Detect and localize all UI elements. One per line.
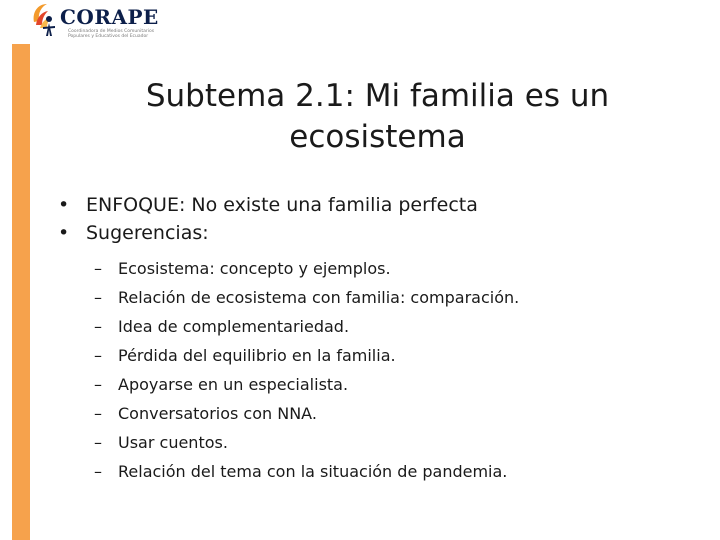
dash-marker: – [94, 288, 102, 307]
dash-marker: – [94, 433, 102, 452]
bullet-sugerencias [58, 219, 478, 247]
bullet-marker: • [58, 222, 70, 244]
dash-marker: – [94, 259, 102, 278]
list-item [94, 457, 519, 486]
dash-marker: – [94, 346, 102, 365]
dash-marker: – [94, 462, 102, 481]
list-item [94, 283, 519, 312]
list-item-text: Idea de complementariedad. [118, 317, 350, 336]
list-item-text: Ecosistema: concepto y ejemplos. [118, 259, 391, 278]
corape-logo [30, 2, 160, 42]
list-item-text: Relación de ecosistema con familia: comparación. [118, 288, 520, 307]
list-item [94, 341, 519, 370]
list-item [94, 254, 519, 283]
list-item-text: Apoyarse en un especialista. [118, 375, 349, 394]
logo-tagline: Coordinadora de Medios Comunitarios Populares y Educativos del Ecuador [68, 29, 155, 39]
bullet-label: ENFOQUE: [86, 194, 186, 216]
dash-marker: – [94, 317, 102, 336]
list-item [94, 312, 519, 341]
slide-title-line-2: ecosistema [289, 119, 466, 155]
bullet-text: No existe una familia perfecta [185, 194, 478, 216]
list-item-text: Usar cuentos. [118, 433, 228, 452]
list-item-text: Conversatorios con NNA. [118, 404, 317, 423]
main-bullet-list [58, 191, 478, 247]
slide-title-line-1: Subtema 2.1: Mi familia es un [145, 78, 610, 114]
dash-marker: – [94, 404, 102, 423]
left-accent-bar [12, 44, 30, 540]
list-item [94, 428, 519, 457]
bullet-text: Sugerencias: [86, 222, 209, 244]
bullet-enfoque [58, 191, 478, 219]
bullet-marker: • [58, 194, 70, 216]
list-item-text: Relación del tema con la situación de pandemia. [118, 462, 508, 481]
list-item-text: Pérdida del equilibrio en la familia. [118, 346, 396, 365]
list-item [94, 370, 519, 399]
dash-marker: – [94, 375, 102, 394]
list-item [94, 399, 519, 428]
logo-wordmark: CORAPE [60, 5, 159, 29]
suggestions-sublist [94, 254, 519, 486]
slide-title [120, 76, 635, 158]
figure-sun-logo-icon [30, 2, 62, 40]
